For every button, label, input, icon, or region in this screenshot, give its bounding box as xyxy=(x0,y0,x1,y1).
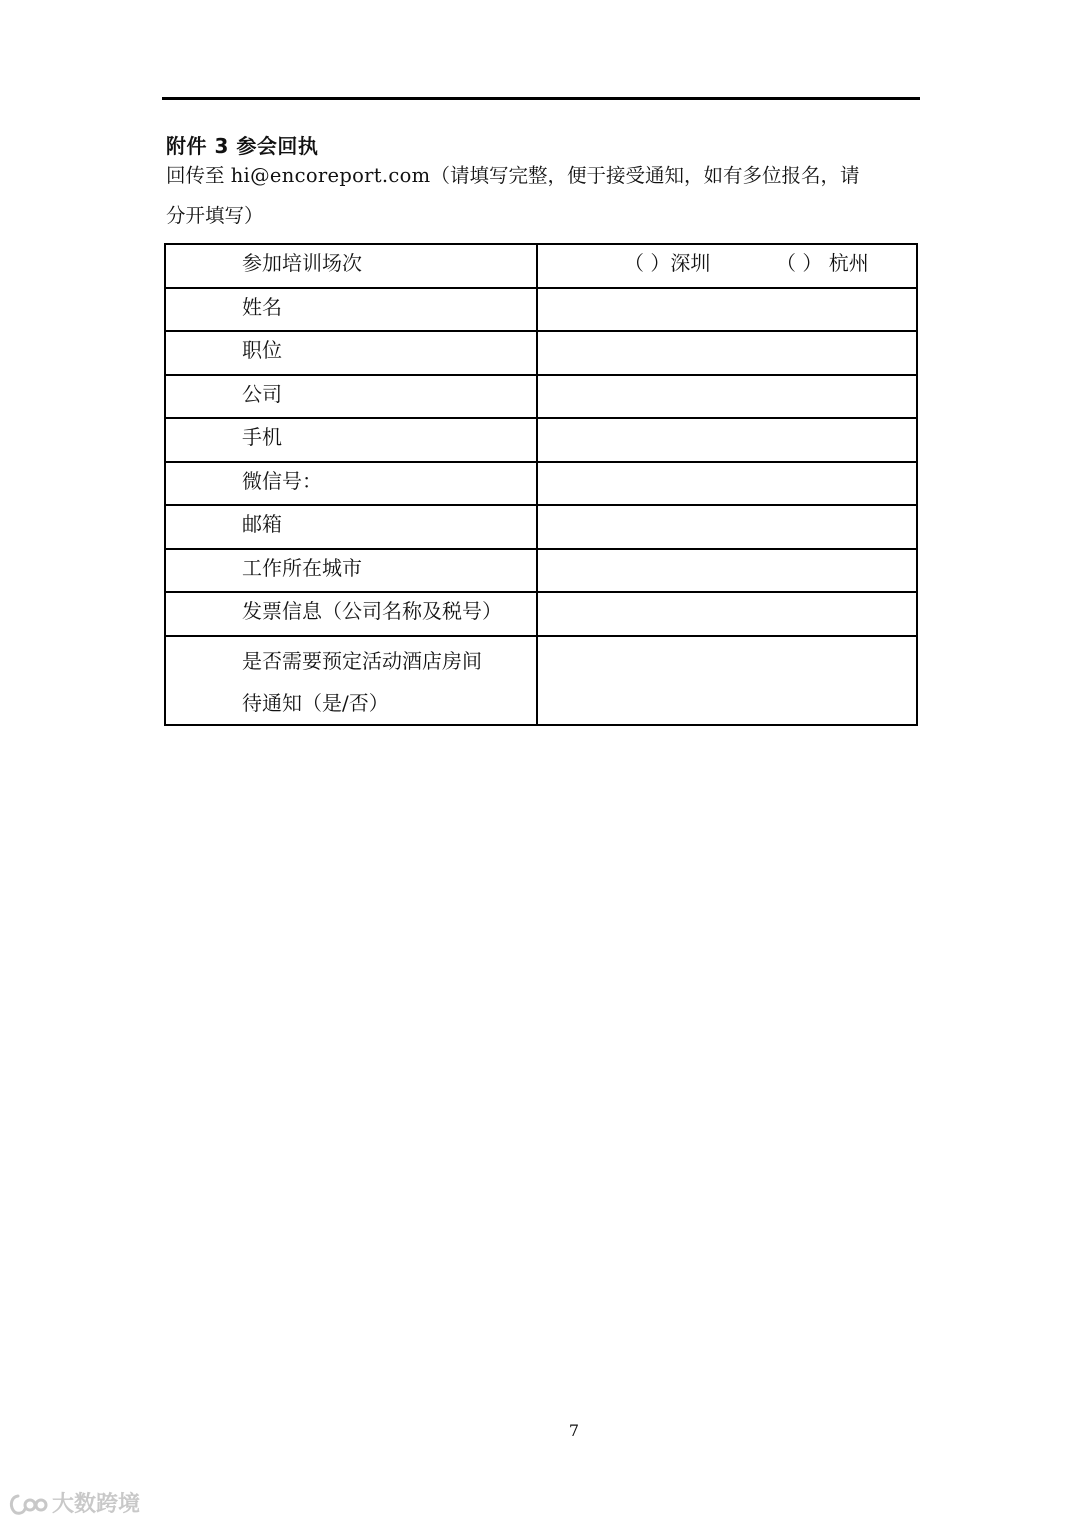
header-rule xyxy=(162,97,920,100)
session-label: 参加培训场次 xyxy=(165,244,537,288)
watermark-text: 大数跨境 xyxy=(52,1492,141,1517)
instruction-line-2: 分开填写） xyxy=(166,204,264,227)
instruction-line-1 xyxy=(166,162,859,190)
company-field[interactable] xyxy=(537,375,917,419)
instruction-suffix: （请填写完整，便于接受通知，如有多位报名，请 xyxy=(430,164,860,187)
invoice-field[interactable] xyxy=(537,592,917,636)
company-row xyxy=(165,375,917,419)
registration-form-table xyxy=(164,243,918,726)
hotel-label-line-1: 是否需要预定活动酒店房间 xyxy=(242,648,482,673)
mobile-row xyxy=(165,418,917,462)
wechat-row xyxy=(165,462,917,506)
watermark xyxy=(8,1490,140,1520)
position-label: 职位 xyxy=(165,331,537,375)
name-row xyxy=(165,288,917,332)
session-option-hangzhou[interactable]: （ ） 杭州 xyxy=(776,251,869,275)
hotel-label xyxy=(165,636,537,725)
mobile-label: 手机 xyxy=(165,418,537,462)
invoice-label: 发票信息（公司名称及税号） xyxy=(165,592,537,636)
page-number: 7 xyxy=(568,1421,580,1440)
attachment-heading: 附件 3 参会回执 xyxy=(166,134,319,158)
mobile-field[interactable] xyxy=(537,418,917,462)
name-label: 姓名 xyxy=(165,288,537,332)
hotel-row xyxy=(165,636,917,725)
email-field[interactable] xyxy=(537,505,917,549)
hotel-label-line-2: 待通知（是/否） xyxy=(242,690,389,715)
email-row xyxy=(165,505,917,549)
name-field[interactable] xyxy=(537,288,917,332)
brand-logo-icon xyxy=(8,1492,48,1518)
email-label: 邮箱 xyxy=(165,505,537,549)
instruction-prefix: 回传至 xyxy=(166,164,231,187)
session-options-cell[interactable] xyxy=(537,244,917,288)
session-row xyxy=(165,244,917,288)
work-city-row xyxy=(165,549,917,593)
session-option-shenzhen[interactable]: （ ）深圳 xyxy=(624,251,711,275)
invoice-row xyxy=(165,592,917,636)
wechat-field[interactable] xyxy=(537,462,917,506)
hotel-field[interactable] xyxy=(537,636,917,725)
position-row xyxy=(165,331,917,375)
position-field[interactable] xyxy=(537,331,917,375)
work-city-label: 工作所在城市 xyxy=(165,549,537,593)
wechat-label: 微信号： xyxy=(165,462,537,506)
reply-email: hi@encoreport.com xyxy=(230,164,431,187)
work-city-field[interactable] xyxy=(537,549,917,593)
company-label: 公司 xyxy=(165,375,537,419)
